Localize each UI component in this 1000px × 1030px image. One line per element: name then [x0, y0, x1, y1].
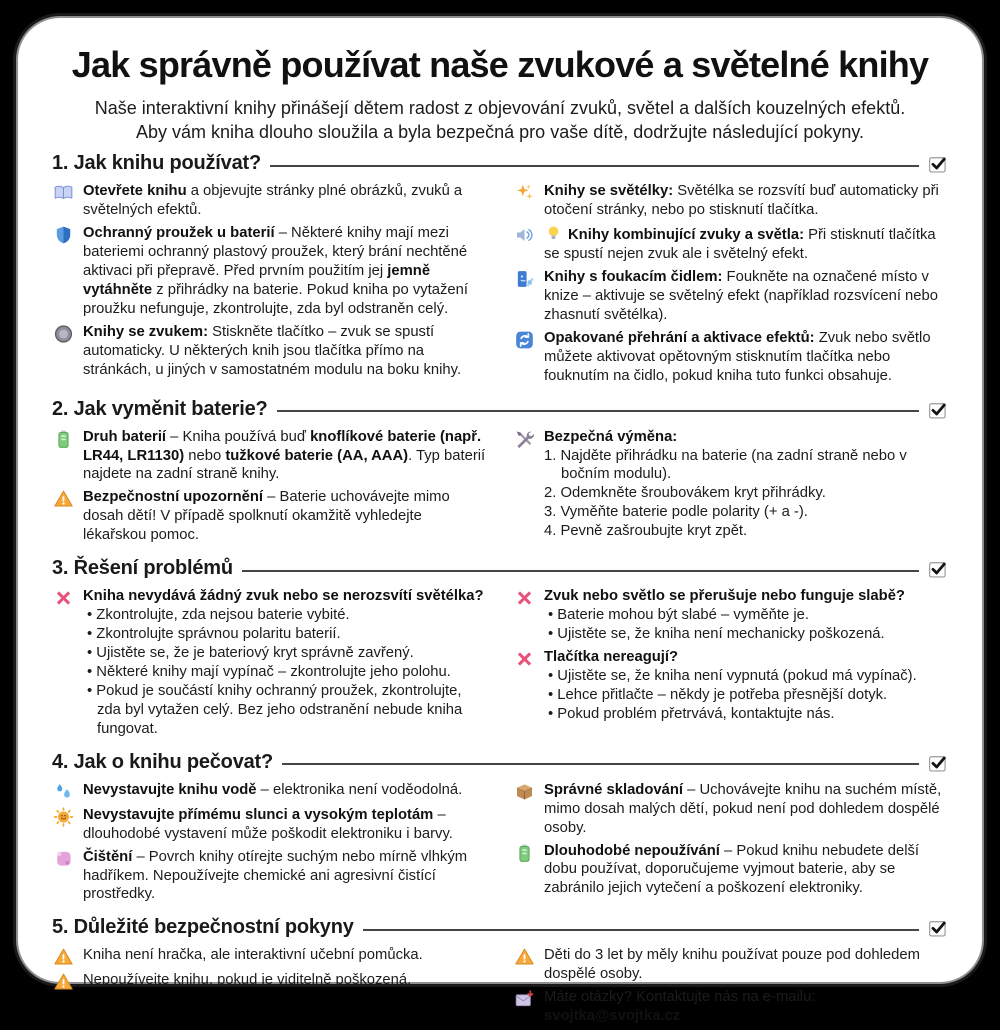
section-heading: 5. Důležité bezpečnostní pokyny	[52, 916, 354, 939]
list-item	[513, 587, 948, 644]
item-text	[544, 988, 948, 1026]
item-text	[544, 428, 948, 542]
intro-line-2: Aby vám kniha dlouho sloužila a byla bezpečná pro vaše dítě, dodržujte následující pokyny.	[136, 122, 864, 142]
item-text	[83, 946, 487, 967]
warning-icon	[52, 489, 75, 509]
item-text	[83, 323, 487, 380]
section-divider	[277, 410, 919, 412]
checkbox-icon	[928, 154, 948, 174]
list-item	[52, 488, 487, 545]
instruction-sheet	[16, 16, 984, 984]
cross-icon	[513, 588, 536, 608]
open-book-icon	[52, 183, 75, 203]
column	[52, 942, 487, 1030]
item-text	[544, 268, 948, 325]
section-divider	[363, 929, 919, 931]
section-header	[52, 152, 948, 175]
section-divider	[282, 763, 919, 765]
item-lead: Otevřete knihu a objevujte stránky plné obrázků, zvuků a světelných efektů.	[83, 182, 487, 220]
repeat-icon	[513, 330, 536, 350]
item-text	[544, 648, 948, 724]
sponge-icon	[52, 849, 75, 869]
checkbox-icon	[928, 753, 948, 773]
step-line: 2. Odemkněte šroubovákem kryt přihrádky.	[544, 484, 948, 503]
section-heading: 2. Jak vyměnit baterie?	[52, 398, 268, 421]
list-item	[52, 806, 487, 844]
item-lead: Máte otázky? Kontaktujte nás na e-mailu: svojtka@svojtka.cz	[544, 988, 948, 1026]
bullet-line: • Pokud je součástí knihy ochranný proužek, zkontrolujte, zda byl vytažen celý. Bez jeho odstranění nebude kniha fungovat.	[83, 682, 487, 739]
item-text	[83, 806, 487, 844]
item-lead: Čištění – Povrch knihy otírejte suchým nebo mírně vlhkým hadříkem. Nepoužívejte chemické ani agresivní čistící prostředky.	[83, 848, 487, 905]
item-text	[544, 224, 948, 264]
item-lead: Nevystavujte knihu vodě – elektronika není voděodolná.	[83, 781, 487, 800]
blow-sensor-icon	[513, 269, 536, 289]
cross-icon	[52, 588, 75, 608]
sections-container	[52, 152, 948, 1030]
list-item	[513, 329, 948, 386]
page-title: Jak správně používat naše zvukové a světelné knihy	[52, 44, 948, 86]
column	[52, 424, 487, 550]
list-item	[513, 648, 948, 724]
speaker-icon	[513, 225, 536, 245]
section-columns	[52, 942, 948, 1030]
bullet-line: • Zkontrolujte správnou polaritu baterií.	[83, 625, 487, 644]
item-lead: Druh baterií – Kniha používá buď knoflíkové baterie (např. LR44, LR1130) nebo tužkové baterie (AA, AAA). Typ baterií najdete na zadní straně knihy.	[83, 428, 487, 485]
section-heading: 3. Řešení problémů	[52, 557, 233, 580]
item-text	[544, 842, 948, 899]
column	[52, 777, 487, 909]
item-text	[544, 329, 948, 386]
shield-icon	[52, 225, 75, 245]
item-text	[83, 587, 487, 739]
item-text	[544, 781, 948, 838]
step-line: 3. Vyměňte baterie podle polarity (+ a -).	[544, 503, 948, 522]
section	[52, 398, 948, 550]
list-item	[513, 268, 948, 325]
item-lead: Kniha nevydává žádný zvuk nebo se nerozsvítí světélka?	[83, 587, 487, 606]
list-item	[52, 781, 487, 802]
cross-icon	[513, 649, 536, 669]
section-heading: 1. Jak knihu používat?	[52, 152, 261, 175]
section-divider	[242, 570, 919, 572]
intro-line-1: Naše interaktivní knihy přinášejí dětem radost z objevování zvuků, světel a dalších kouzelných efektů.	[95, 98, 905, 118]
list-item	[52, 182, 487, 220]
bullet-line: • Lehce přitlačte – někdy je potřeba přesnější dotyk.	[544, 686, 948, 705]
column	[513, 777, 948, 909]
list-item	[513, 428, 948, 542]
item-lead: Knihy se zvukem: Stiskněte tlačítko – zvuk se spustí automaticky. U některých knih jsou tlačítka přímo na stránkách, u jiných v samostatném modulu na boku knihy.	[83, 323, 487, 380]
column	[513, 424, 948, 550]
list-item	[513, 842, 948, 899]
bullet-line: • Některé knihy mají vypínač – zkontrolujte jeho polohu.	[83, 663, 487, 682]
section-columns	[52, 583, 948, 743]
list-item	[52, 224, 487, 319]
list-item	[52, 428, 487, 485]
list-item	[513, 781, 948, 838]
item-lead: Dlouhodobé nepoužívání – Pokud knihu nebudete delší dobu používat, doporučujeme vyjmout baterie, aby se zabránilo jejich vytečení a poškození elektroniky.	[544, 842, 948, 899]
column	[52, 583, 487, 743]
bullet-line: • Ujistěte se, že kniha není mechanicky poškozená.	[544, 625, 948, 644]
item-lead: Děti do 3 let by měly knihu používat pouze pod dohledem dospělé osoby.	[544, 946, 948, 984]
section	[52, 557, 948, 743]
section-header	[52, 398, 948, 421]
item-text	[83, 848, 487, 905]
section	[52, 916, 948, 1030]
item-text	[544, 946, 948, 984]
item-text	[83, 182, 487, 220]
bullet-line: • Baterie mohou být slabé – vyměňte je.	[544, 606, 948, 625]
item-lead: Knihy kombinující zvuky a světla: Při stisknutí tlačítka se spustí nejen zvuk ale i světelný efekt.	[544, 224, 948, 264]
item-lead: Kniha není hračka, ale interaktivní učební pomůcka.	[83, 946, 487, 965]
section	[52, 751, 948, 909]
warning-icon	[52, 947, 75, 967]
list-item	[513, 224, 948, 264]
box-icon	[513, 782, 536, 802]
list-item	[513, 946, 948, 984]
bullet-line: • Pokud problém přetrvává, kontaktujte nás.	[544, 705, 948, 724]
bullet-line: • Ujistěte se, že je bateriový kryt správně zavřený.	[83, 644, 487, 663]
item-lead: Nepoužívejte knihu, pokud je viditelně poškozená.	[83, 971, 487, 990]
checkbox-icon	[928, 559, 948, 579]
step-line: 1. Najděte přihrádku na baterie (na zadní straně nebo v bočním modulu).	[544, 447, 948, 485]
bullet-line: • Zkontrolujte, zda nejsou baterie vybité.	[83, 606, 487, 625]
item-lead: Knihy s foukacím čidlem: Foukněte na označené místo v knize – aktivuje se světelný efekt (například rozsvícení nebo zhasnutí světélka).	[544, 268, 948, 325]
list-item	[52, 848, 487, 905]
section-header	[52, 751, 948, 774]
tools-icon	[513, 429, 536, 449]
round-button-icon	[52, 324, 75, 344]
droplets-icon	[52, 782, 75, 802]
section-heading: 4. Jak o knihu pečovat?	[52, 751, 273, 774]
item-text	[83, 224, 487, 319]
list-item	[52, 971, 487, 992]
section-divider	[270, 165, 919, 167]
sun-face-icon	[52, 807, 75, 827]
battery-icon	[52, 429, 75, 449]
list-item	[52, 946, 487, 967]
section	[52, 152, 948, 389]
battery-icon	[513, 843, 536, 863]
list-item	[52, 323, 487, 380]
warning-icon	[513, 947, 536, 967]
column	[513, 583, 948, 743]
item-text	[544, 587, 948, 644]
column	[513, 942, 948, 1030]
list-item	[513, 988, 948, 1026]
item-lead: Opakované přehrání a aktivace efektů: Zvuk nebo světlo můžete aktivovat opětovným stisknutím tlačítka nebo fouknutím na čidlo, pokud kniha tuto funkci obsahuje.	[544, 329, 948, 386]
item-text	[544, 182, 948, 220]
checkbox-icon	[928, 918, 948, 938]
section-columns	[52, 777, 948, 909]
envelope-icon	[513, 989, 536, 1009]
list-item	[513, 182, 948, 220]
item-lead: Knihy se světélky: Světélka se rozsvítí buď automaticky při otočení stránky, nebo po stisknutí tlačítka.	[544, 182, 948, 220]
item-lead: Nevystavujte přímému slunci a vysokým teplotám – dlouhodobé vystavení může poškodit elektroniku i barvy.	[83, 806, 487, 844]
item-lead: Bezpečnostní upozornění – Baterie uchovávejte mimo dosah dětí! V případě spolknutí okamžitě vyhledejte lékařskou pomoc.	[83, 488, 487, 545]
list-item	[52, 587, 487, 739]
section-header	[52, 557, 948, 580]
section-columns	[52, 424, 948, 550]
item-text	[83, 781, 487, 802]
item-lead: Zvuk nebo světlo se přerušuje nebo funguje slabě?	[544, 587, 948, 606]
bullet-line: • Ujistěte se, že kniha není vypnutá (pokud má vypínač).	[544, 667, 948, 686]
item-text	[83, 428, 487, 485]
column	[52, 178, 487, 389]
lightbulb-icon	[544, 225, 563, 242]
item-text	[83, 488, 487, 545]
item-lead: Bezpečná výměna:	[544, 428, 948, 447]
intro-text	[52, 96, 948, 144]
section-columns	[52, 178, 948, 389]
warning-icon	[52, 972, 75, 992]
sparkles-icon	[513, 183, 536, 203]
item-text	[83, 971, 487, 992]
section-header	[52, 916, 948, 939]
item-lead: Tlačítka nereagují?	[544, 648, 948, 667]
step-line: 4. Pevně zašroubujte kryt zpět.	[544, 522, 948, 541]
column	[513, 178, 948, 389]
item-lead: Ochranný proužek u baterií – Některé knihy mají mezi bateriemi ochranný plastový proužek, který brání nechtěné aktivaci při přepravě. Před prvním použitím jej jemně vytáhněte z přihrádky na baterie. Pokud kniha po vytažení proužku nefunguje, zkontrolujte, zda byl odstraněn celý.	[83, 224, 487, 319]
item-lead: Správné skladování – Uchovávejte knihu na suchém místě, mimo dosah malých dětí, pokud není pod dohledem dospělé osoby.	[544, 781, 948, 838]
checkbox-icon	[928, 400, 948, 420]
